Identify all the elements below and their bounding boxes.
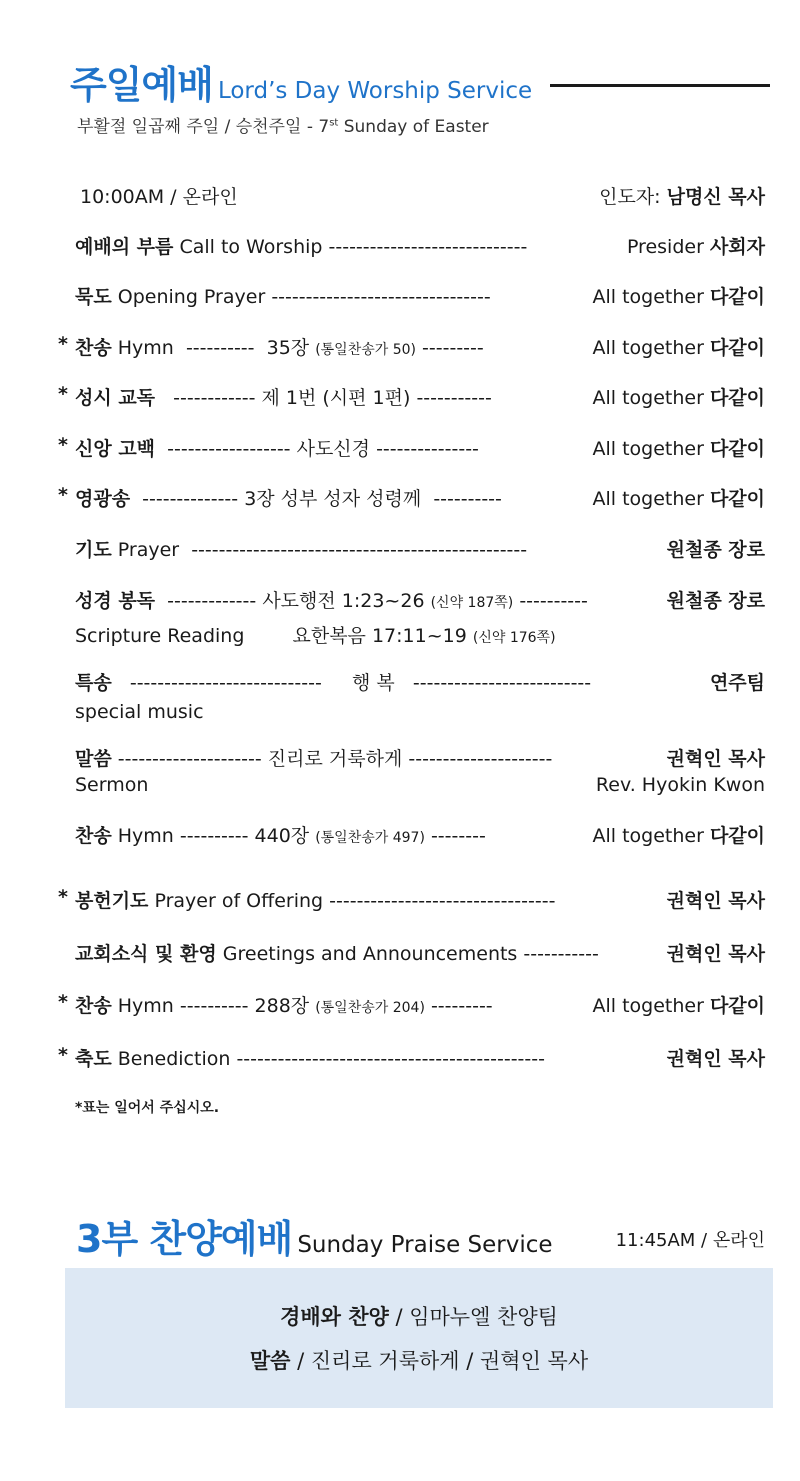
right-ko: 권혁인 목사 bbox=[666, 890, 765, 912]
item-en: Hymn bbox=[117, 337, 174, 359]
order-item-scripture bbox=[75, 586, 765, 614]
item-en: Scripture Reading bbox=[75, 625, 245, 647]
standing-mark: * bbox=[58, 1044, 68, 1066]
preacher-en: Rev. Hyokin Kwon bbox=[595, 774, 765, 796]
sermon-title: 진리로 거룩하게 bbox=[267, 748, 403, 770]
hymn-alt-number: (통일찬송가 204) bbox=[315, 1000, 425, 1016]
item-en: Sermon bbox=[75, 774, 149, 796]
meta-row bbox=[80, 182, 765, 210]
praise-box bbox=[65, 1268, 773, 1408]
item-ko: 묵도 bbox=[75, 286, 112, 308]
hymn-number: 440장 bbox=[254, 825, 310, 847]
order-item-creed bbox=[58, 434, 765, 462]
item-en: Greetings and Announcements bbox=[222, 943, 518, 965]
leader bbox=[599, 182, 765, 209]
service-time: 10:00AM / 온라인 bbox=[80, 186, 238, 208]
item-en: Benediction bbox=[117, 1048, 231, 1070]
dashes: ---------- bbox=[179, 995, 249, 1017]
item-ko: 성시 교독 bbox=[75, 387, 156, 409]
item-en: Prayer of Offering bbox=[154, 890, 324, 912]
subtitle-ko: 부활절 일곱째 주일 / 승천주일 bbox=[77, 117, 302, 137]
dashes: ------------ bbox=[173, 387, 256, 409]
order-item-hymn-3 bbox=[58, 991, 765, 1019]
standing-note: *표는 일어서 주십시오. bbox=[75, 1100, 220, 1116]
item-ko: 찬송 bbox=[75, 337, 112, 359]
dashes: --------------------------------- bbox=[329, 890, 556, 912]
item-en: Call to Worship bbox=[179, 236, 323, 258]
dashes: --------------------------------------------- bbox=[236, 1048, 545, 1070]
praise-sermon-detail: / 진리로 거룩하게 / 권혁인 목사 bbox=[290, 1349, 589, 1373]
right-ko: 권혁인 목사 bbox=[666, 748, 765, 770]
item-ko: 특송 bbox=[75, 672, 112, 694]
item-ko: 성경 봉독 bbox=[75, 590, 156, 612]
order-item-opening-prayer bbox=[75, 282, 765, 310]
dashes: ----------- bbox=[523, 943, 599, 965]
dashes: -------- bbox=[430, 825, 486, 847]
item-en: Prayer bbox=[117, 539, 180, 561]
right-ko: 사회자 bbox=[709, 236, 765, 258]
leader-label: 인도자: bbox=[599, 186, 661, 208]
praise-time: 11:45AM / 온라인 bbox=[615, 1230, 765, 1251]
order-item-hymn-1 bbox=[58, 333, 765, 361]
right-ko: 다같이 bbox=[709, 488, 765, 510]
dashes: --------------- bbox=[376, 438, 479, 460]
dashes: --------- bbox=[422, 337, 484, 359]
right-ko: 권혁인 목사 bbox=[666, 1048, 765, 1070]
dashes: ---------- bbox=[519, 590, 588, 612]
subtitle-sup: st bbox=[329, 117, 339, 129]
standing-mark: * bbox=[58, 484, 68, 506]
hymn-alt-number: (통일찬송가 50) bbox=[315, 342, 416, 358]
hymn-number: 288장 bbox=[254, 995, 310, 1017]
praise-line-1 bbox=[65, 1301, 773, 1331]
creed-name: 사도신경 bbox=[296, 438, 371, 460]
right-ko: 다같이 bbox=[709, 995, 765, 1017]
item-ko: 기도 bbox=[75, 539, 112, 561]
dashes: -------------- bbox=[142, 488, 239, 510]
right-en: All together bbox=[592, 286, 704, 308]
title-rule bbox=[550, 84, 770, 87]
item-ko: 신앙 고백 bbox=[75, 438, 156, 460]
right-en: All together bbox=[592, 387, 704, 409]
hymn-alt-number: (통일찬송가 497) bbox=[315, 830, 425, 846]
right-ko: 원철종 장로 bbox=[666, 539, 765, 561]
right-ko: 다같이 bbox=[709, 286, 765, 308]
item-en: Hymn bbox=[117, 825, 174, 847]
standing-mark: * bbox=[58, 991, 68, 1013]
special-title: 행 복 bbox=[352, 672, 395, 694]
dashes: ---------------------------- bbox=[129, 672, 322, 694]
right-en: Presider bbox=[626, 236, 704, 258]
right-en: All together bbox=[592, 995, 704, 1017]
leader-name: 남명신 목사 bbox=[666, 186, 765, 208]
item-ko: 봉헌기도 bbox=[75, 890, 149, 912]
dashes: -------------------------- bbox=[412, 672, 592, 694]
dashes: -------------------------------- bbox=[271, 286, 491, 308]
dashes: --------------------- bbox=[408, 748, 553, 770]
dashes: ----------------------------- bbox=[328, 236, 528, 258]
order-item-call bbox=[75, 232, 765, 260]
praise-worship-team: / 임마누엘 찬양팀 bbox=[388, 1305, 558, 1329]
item-ko: 예배의 부름 bbox=[75, 236, 174, 258]
right-ko: 권혁인 목사 bbox=[666, 943, 765, 965]
subtitle-en: Sunday of Easter bbox=[343, 117, 489, 137]
reading-ref: 제 1번 (시편 1편) bbox=[261, 387, 411, 409]
scripture-page-2: (신약 176쪽) bbox=[472, 630, 556, 646]
order-item-sermon bbox=[75, 744, 765, 772]
praise-title-ko: 3부 찬양예배 bbox=[76, 1217, 293, 1261]
right-en: All together bbox=[592, 337, 704, 359]
dashes: ------------------ bbox=[167, 438, 291, 460]
dashes: ---------- bbox=[179, 825, 249, 847]
right-ko: 연주팀 bbox=[709, 672, 765, 694]
order-item-hymn-2 bbox=[75, 821, 765, 849]
praise-line-2 bbox=[65, 1345, 773, 1375]
order-item-doxology bbox=[58, 484, 765, 512]
order-item-offering-prayer bbox=[58, 886, 765, 914]
dashes: ------------- bbox=[167, 590, 257, 612]
right-ko: 다같이 bbox=[709, 337, 765, 359]
right-ko: 원철종 장로 bbox=[666, 590, 765, 612]
scripture-line-2 bbox=[75, 621, 556, 648]
item-en: Opening Prayer bbox=[117, 286, 266, 308]
right-en: All together bbox=[592, 488, 704, 510]
dashes: --------- bbox=[430, 995, 493, 1017]
praise-title-en: Sunday Praise Service bbox=[297, 1232, 553, 1258]
item-en: Hymn bbox=[117, 995, 174, 1017]
right-en: All together bbox=[592, 438, 704, 460]
title-en: Lord’s Day Worship Service bbox=[217, 78, 533, 104]
item-ko: 말씀 bbox=[75, 748, 112, 770]
item-ko: 찬송 bbox=[75, 825, 112, 847]
right-en: All together bbox=[592, 825, 704, 847]
order-item-responsive-reading bbox=[58, 383, 765, 411]
item-ko: 교회소식 및 환영 bbox=[75, 943, 217, 965]
scripture-ref-1: 사도행전 1:23~26 bbox=[262, 590, 425, 612]
right-ko: 다같이 bbox=[709, 387, 765, 409]
item-ko: 찬송 bbox=[75, 995, 112, 1017]
praise-worship-label: 경배와 찬양 bbox=[280, 1305, 389, 1329]
item-en: special music bbox=[75, 701, 204, 723]
item-ko: 축도 bbox=[75, 1048, 112, 1070]
order-item-announcements bbox=[75, 939, 765, 967]
standing-mark: * bbox=[58, 434, 68, 456]
dashes: ----------- bbox=[416, 387, 492, 409]
right-ko: 다같이 bbox=[709, 438, 765, 460]
dashes: ---------- bbox=[185, 337, 255, 359]
title-ko: 주일예배 bbox=[70, 63, 213, 107]
standing-mark: * bbox=[58, 383, 68, 405]
dashes: ---------- bbox=[433, 488, 502, 510]
scripture-ref-2: 요한복음 17:11~19 bbox=[292, 625, 467, 647]
page-title bbox=[70, 54, 532, 109]
standing-mark: * bbox=[58, 886, 68, 908]
dashes: --------------------- bbox=[117, 748, 262, 770]
scripture-page-1: (신약 187쪽) bbox=[430, 595, 514, 611]
hymn-number: 35장 bbox=[266, 337, 310, 359]
subtitle-dash: - 7 bbox=[306, 117, 330, 137]
dashes: ------------------------------------------------- bbox=[191, 539, 528, 561]
praise-title bbox=[76, 1208, 553, 1263]
item-ko: 영광송 bbox=[75, 488, 131, 510]
doxology-name: 3장 성부 성자 성령께 bbox=[244, 488, 422, 510]
order-item-prayer bbox=[75, 535, 765, 563]
special-line-2 bbox=[75, 701, 204, 723]
order-item-benediction bbox=[58, 1044, 765, 1072]
standing-mark: * bbox=[58, 333, 68, 355]
subtitle bbox=[77, 112, 489, 137]
sermon-line-2 bbox=[75, 774, 765, 802]
right-ko: 다같이 bbox=[709, 825, 765, 847]
order-item-special bbox=[75, 668, 765, 696]
praise-sermon-label: 말씀 bbox=[249, 1349, 291, 1373]
